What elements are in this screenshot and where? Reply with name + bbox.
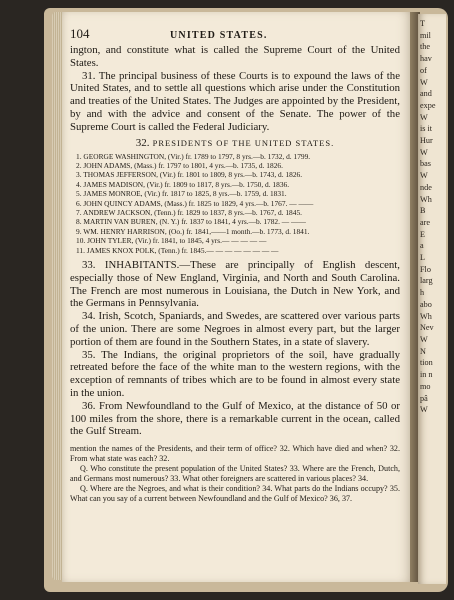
next-page-fragment: W bbox=[420, 147, 428, 157]
presidents-list bbox=[76, 152, 400, 255]
next-page-fragment: Wh bbox=[420, 311, 432, 321]
section-number: 32. bbox=[135, 136, 150, 149]
next-page-fragment: pâ bbox=[420, 393, 428, 403]
next-page-fragment: W bbox=[420, 405, 428, 415]
paragraph-36: 36. From Newfoundland to the Gulf of Mexico, at the distance of 50 or 100 miles from the shore, there is a remarkable current in the ocean, called the Gulf Stream. bbox=[70, 399, 400, 438]
question-block-1: mention the names of the Presidents, and their term of office? 32. Which have died and when? 32. From what state was each? 32. bbox=[70, 444, 400, 464]
page-number: 104 bbox=[70, 26, 90, 41]
review-questions bbox=[70, 444, 400, 503]
next-page-fragment: bas bbox=[420, 159, 431, 169]
next-page-fragment: abo bbox=[420, 299, 432, 309]
next-page-fragment: W bbox=[420, 112, 428, 122]
next-page-fragment: W bbox=[420, 77, 428, 87]
next-page-edge bbox=[418, 14, 446, 584]
running-head: UNITED STATES. bbox=[170, 30, 268, 41]
next-page-fragment: in n bbox=[420, 370, 433, 380]
next-page-fragment: W bbox=[420, 334, 428, 344]
list-item: 5. JAMES MONROE, (Vir.) fr. 1817 to 1825, 8 yrs.—b. 1759, d. 1831. bbox=[76, 189, 287, 199]
list-item: 7. ANDREW JACKSON, (Tenn.) fr. 1829 to 1837, 8 yrs.—b. 1767, d. 1845. bbox=[76, 208, 302, 218]
paragraph-intro: ington, and constitute what is called the Supreme Court of the United States. bbox=[70, 44, 400, 69]
paragraph-33: 33. INHABITANTS.—These are principally of English descent, especially those of New England, Virginia, and North and South Carolina. The French are most numerous in Louisiana, the Dutch in New York, and the Germans in Pennsylvania. bbox=[70, 259, 400, 310]
page-header bbox=[70, 26, 400, 42]
list-item: 8. MARTIN VAN BUREN, (N. Y.) fr. 1837 to 1841, 4 yrs.—b. 1782. — —— bbox=[76, 217, 306, 227]
next-page-fragment: are bbox=[420, 217, 430, 227]
paragraph-34: 34. Irish, Scotch, Spaniards, and Swedes, are scattered over various parts of the union. There are some Negroes in almost every part, but the larger portion of them are found in the Southern States, in a state of slavery. bbox=[70, 310, 400, 348]
list-item: 4. JAMES MADISON, (Vir.) fr. 1809 to 1817, 8 yrs.—b. 1750, d. 1836. bbox=[76, 179, 290, 189]
page-content bbox=[70, 26, 400, 504]
next-page-fragment: a bbox=[420, 241, 424, 251]
next-page-fragment: tion bbox=[420, 358, 433, 368]
list-item: 3. THOMAS JEFFERSON, (Vir.) fr. 1801 to 1809, 8 yrs.—b. 1743, d. 1826. bbox=[76, 170, 303, 180]
next-page-fragment: B bbox=[420, 206, 426, 216]
next-page-fragment: Hur bbox=[420, 136, 433, 146]
next-page-fragment: T bbox=[420, 19, 426, 28]
next-page-fragment: N bbox=[420, 346, 426, 356]
list-item: 1. GEORGE WASHINGTON, (Vir.) fr. 1789 to 1797, 8 yrs.—b. 1732, d. 1799. bbox=[76, 151, 311, 161]
next-page-fragment: E bbox=[420, 229, 426, 239]
paragraph-31: 31. The principal business of these Courts is to expound the laws of the United States, and to settle all questions which arise under the Constitution and treaties of the United States. The Judges are appointed by the President, by and with the advice and consent of the Senate. The power of the Supreme Court is called the Federal Judiciary. bbox=[70, 69, 400, 133]
next-page-fragment: W bbox=[420, 171, 428, 181]
question-block-3: Q. Where are the Negroes, and what is their condition? 34. What parts do the Indians occupy? 35. What can you say of a current between Newfoundland and the Gulf of Mexico? 36, 37. bbox=[70, 483, 400, 503]
section-title: PRESIDENTS OF THE UNITED STATES. bbox=[152, 137, 335, 148]
next-page-fragment: the bbox=[420, 42, 431, 52]
next-page-fragment: hav bbox=[420, 54, 432, 64]
list-item: 10. JOHN TYLER, (Vir.) fr. 1841, to 1845, 4 yrs.— — — — — bbox=[76, 236, 267, 246]
list-item: 6. JOHN QUINCY ADAMS, (Mass.) fr. 1825 to 1829, 4 yrs.—b. 1767. — —— bbox=[76, 198, 314, 208]
next-page-fragment: expe bbox=[420, 100, 436, 110]
presidents-heading bbox=[70, 137, 400, 149]
next-page-fragment: Flo bbox=[420, 264, 431, 274]
question-block-2: Q. Who constitute the present population of the United States? 33. Where are the French, Dutch, and Germans most numerous? 33. What other foreigners are scattered in various places? 34. bbox=[70, 464, 400, 483]
next-page-fragment: is it bbox=[420, 124, 433, 134]
next-page-fragment: of bbox=[420, 65, 427, 75]
paragraph-35: 35. The Indians, the original proprietors of the soil, have gradually retreated before the face of the white man to the western regions, with the exception of remnants of tribes which are to be found in almost every state in the union. bbox=[70, 348, 400, 400]
book-page bbox=[62, 12, 414, 582]
next-page-fragment: mo bbox=[420, 381, 431, 391]
next-page-fragment: and bbox=[420, 89, 432, 99]
next-page-fragment: larg bbox=[420, 276, 433, 286]
next-page-fragment: nde bbox=[420, 182, 432, 192]
next-page-fragment: L bbox=[420, 253, 426, 263]
list-item: 9. WM. HENRY HARRISON, (Oo.) fr. 1841,——1 month.—b. 1773, d. 1841. bbox=[76, 226, 310, 236]
list-item: 11. JAMES KNOX POLK, (Tenn.) fr. 1845.— — — — — — — — bbox=[76, 245, 279, 255]
list-item: 2. JOHN ADAMS, (Mass.) fr. 1797 to 1801, 4 yrs.—b. 1735, d. 1826. bbox=[76, 160, 283, 170]
next-page-fragment: Nev bbox=[420, 323, 434, 333]
next-page-fragment: h bbox=[420, 288, 425, 298]
next-page-fragment: Wh bbox=[420, 194, 432, 204]
next-page-fragment: mil bbox=[420, 30, 431, 40]
